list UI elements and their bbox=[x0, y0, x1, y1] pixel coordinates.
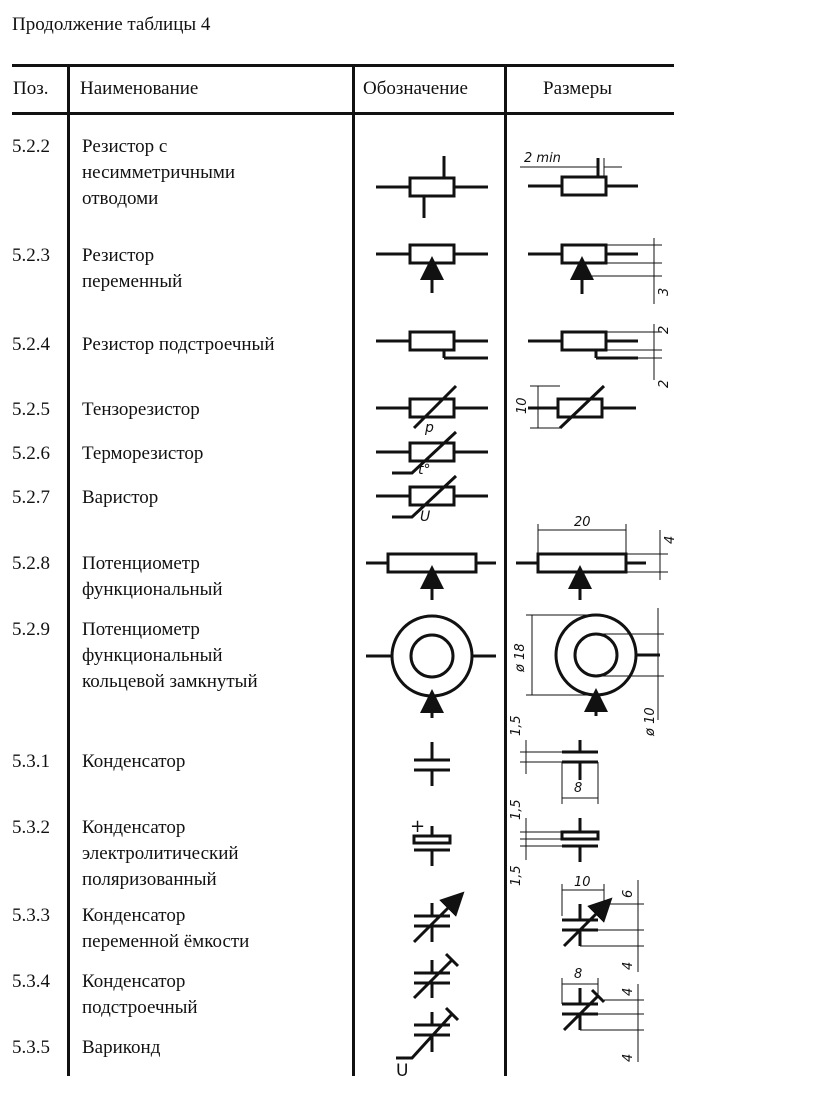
dim-3: 3 bbox=[657, 287, 672, 296]
polarity-plus-label: + bbox=[410, 816, 426, 837]
row-name: Конденсатор подстроечный bbox=[82, 971, 198, 1018]
dim-2min: 2 min bbox=[524, 151, 561, 166]
row-name: Потенциометр функциональный кольцевой замкнутый bbox=[82, 619, 258, 692]
dim-20: 20 bbox=[574, 515, 591, 530]
variable-resistor-symbol bbox=[376, 245, 488, 293]
header-dimensions: Размеры bbox=[543, 78, 612, 99]
row-name: Конденсатор bbox=[82, 751, 186, 772]
capacitor-symbol bbox=[414, 742, 450, 786]
dim-1-5c: 1,5 bbox=[509, 865, 524, 886]
row-pos: 5.2.9 bbox=[12, 619, 50, 640]
dim-10: 10 bbox=[515, 397, 530, 414]
dim-2a: 2 bbox=[657, 325, 672, 334]
varistor-label: U bbox=[420, 509, 431, 525]
row-pos: 5.3.3 bbox=[12, 905, 50, 926]
row-name: Варистор bbox=[82, 487, 159, 508]
dim-2b: 2 bbox=[657, 379, 672, 388]
row-name: Резистор подстроечный bbox=[82, 334, 275, 355]
dim-phi18: ø 18 bbox=[513, 643, 528, 672]
header-designation: Обозначение bbox=[363, 78, 468, 99]
dim-8b: 8 bbox=[574, 967, 583, 982]
dim-10b: 10 bbox=[574, 875, 591, 890]
dim-8a: 8 bbox=[574, 781, 583, 796]
row-pos: 5.2.2 bbox=[12, 136, 50, 157]
variable-capacitor-symbol bbox=[414, 900, 456, 942]
row-name: Конденсатор переменной ёмкости bbox=[82, 905, 250, 952]
trimmer-resistor-symbol bbox=[376, 332, 488, 358]
resistor-asymmetric-taps-symbol bbox=[376, 156, 488, 218]
row-pos: 5.2.6 bbox=[12, 443, 50, 464]
varikond-label: U bbox=[396, 1061, 409, 1081]
row-pos: 5.3.1 bbox=[12, 751, 50, 772]
row-pos: 5.3.5 bbox=[12, 1037, 50, 1058]
row-pos: 5.2.8 bbox=[12, 553, 50, 574]
functional-potentiometer-symbol bbox=[366, 554, 496, 600]
thermo-label: t° bbox=[418, 462, 431, 478]
row-pos: 5.2.7 bbox=[12, 487, 50, 508]
row-name: Потенциометр функциональный bbox=[82, 553, 223, 600]
row-name: Вариконд bbox=[82, 1037, 161, 1058]
varicond-symbol bbox=[396, 1008, 458, 1058]
dim-4d: 4 bbox=[621, 1053, 636, 1062]
row-name: Конденсатор электролитический поляризованный bbox=[82, 817, 239, 890]
row-pos: 5.2.5 bbox=[12, 399, 50, 420]
trimmer-capacitor-symbol bbox=[414, 954, 458, 998]
dim-1-5a: 1,5 bbox=[509, 715, 524, 736]
thermistor-symbol bbox=[376, 432, 488, 473]
row-pos: 5.2.4 bbox=[12, 334, 50, 355]
ring-potentiometer-symbol bbox=[366, 616, 496, 718]
row-pos: 5.3.2 bbox=[12, 817, 50, 838]
row-name: Тензорезистор bbox=[82, 399, 200, 420]
row-pos: 5.2.3 bbox=[12, 245, 50, 266]
tenzo-label: p bbox=[425, 420, 434, 436]
table-caption: Продолжение таблицы 4 bbox=[12, 14, 211, 35]
dim-1-5b: 1,5 bbox=[509, 799, 524, 820]
dim-4: 4 bbox=[663, 535, 678, 544]
row-name: Резистор переменный bbox=[82, 245, 183, 292]
header-name: Наименование bbox=[80, 78, 199, 99]
dim-4b: 4 bbox=[621, 961, 636, 970]
row-pos: 5.3.4 bbox=[12, 971, 50, 992]
row-name: Резистор с несимметричными отводоми bbox=[82, 136, 236, 209]
dim-4c: 4 bbox=[621, 987, 636, 996]
header-pos: Поз. bbox=[13, 78, 49, 99]
dim-phi10: ø 10 bbox=[643, 707, 658, 736]
varistor-symbol bbox=[376, 476, 488, 517]
row-name: Терморезистор bbox=[82, 443, 204, 464]
dim-6: 6 bbox=[621, 889, 636, 898]
